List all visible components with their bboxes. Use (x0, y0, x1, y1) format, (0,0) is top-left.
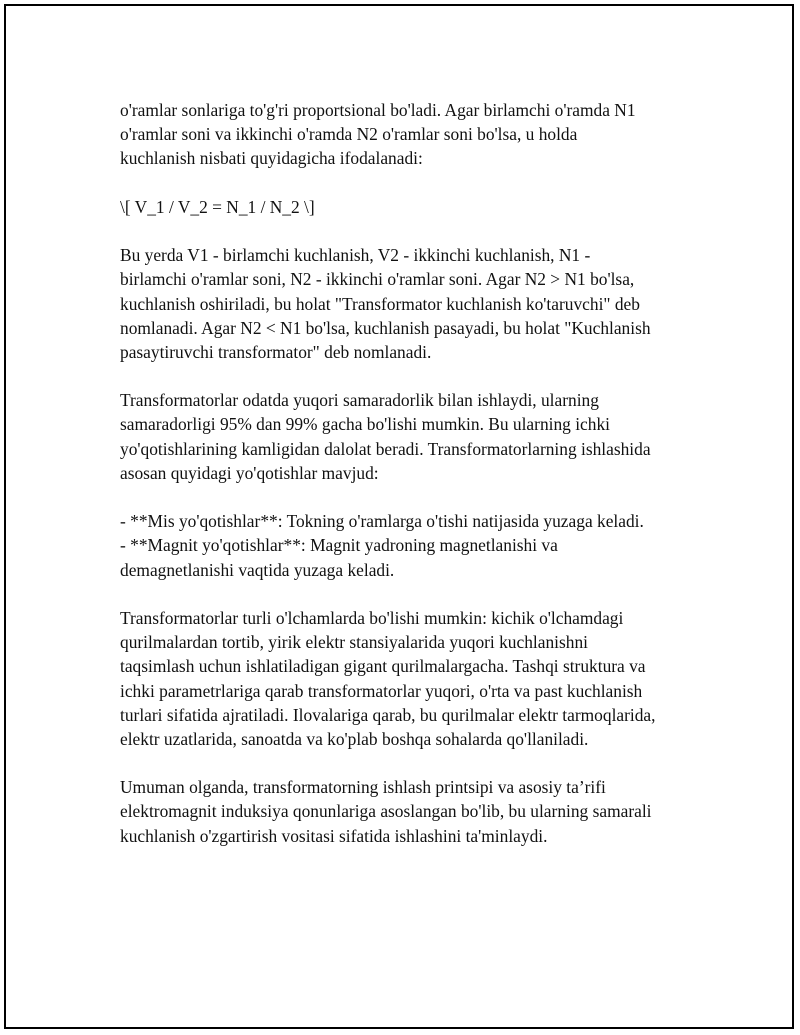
text-line: nomlanadi. Agar N2 < N1 bo'lsa, kuchlanish pasayadi, bu holat "Kuchlanish (120, 317, 651, 338)
document-body (120, 98, 720, 872)
formula-line: \[ V_1 / V_2 = N_1 / N_2 \] (120, 196, 315, 217)
text-line: o'ramlar sonlariga to'g'ri proportsional bo'ladi. Agar birlamchi o'ramda N1 (120, 100, 636, 120)
text-line: taqsimlash uchun ishlatiladigan gigant qurilmalargacha. Tashqi struktura va (120, 656, 646, 677)
text-line: Transformatorlar odatda yuqori samaradorlik bilan ishlaydi, ularning (120, 390, 599, 411)
list-item: - **Mis yo'qotishlar**: Tokning o'ramlarga o'tishi natijasida yuzaga keladi. (120, 511, 644, 532)
list-item-continuation: demagnetlanishi vaqtida yuzaga keladi. (120, 559, 395, 580)
text-line: elektromagnit induksiya qonunlariga asoslangan bo'lib, bu ularning samarali (120, 801, 652, 822)
paragraph-losses-list (120, 509, 720, 582)
text-line: elektr uzatlarida, sanoatda va ko'plab boshqa sohalarda qo'llaniladi. (120, 728, 589, 749)
paragraph-intro (120, 98, 720, 171)
paragraph-efficiency (120, 388, 720, 485)
document-page (4, 4, 794, 1029)
text-line: Transformatorlar turli o'lchamlarda bo'lishi mumkin: kichik o'lchamdagi (120, 607, 624, 628)
text-line: kuchlanish o'zgartirish vositasi sifatida ishlashini ta'minlaydi. (120, 825, 548, 846)
paragraph-sizes (120, 606, 720, 751)
text-line: yo'qotishlarining kamligidan dalolat beradi. Transformatorlarning ishlashida (120, 438, 651, 459)
text-line: Umuman olganda, transformatorning ishlash printsipi va asosiy ta’rifi (120, 777, 606, 798)
paragraph-conclusion (120, 775, 720, 848)
text-line: ichki parametrlariga qarab transformatorlar yuqori, o'rta va past kuchlanish (120, 680, 643, 701)
text-line: o'ramlar soni va ikkinchi o'ramda N2 o'ramlar soni bo'lsa, u holda (120, 124, 578, 145)
paragraph-definitions (120, 243, 720, 364)
text-line: qurilmalardan tortib, yirik elektr stansiyalarida yuqori kuchlanishni (120, 632, 588, 653)
text-line: birlamchi o'ramlar soni, N2 - ikkinchi o'ramlar soni. Agar N2 > N1 bo'lsa, (120, 269, 635, 290)
text-line: asosan quyidagi yo'qotishlar mavjud: (120, 462, 379, 483)
text-line: kuchlanish nisbati quyidagicha ifodalanadi: (120, 148, 423, 169)
text-line: pasaytiruvchi transformator" deb nomlanadi. (120, 341, 432, 362)
text-line: turlari sifatida ajratiladi. Ilovalariga qarab, bu qurilmalar elektr tarmoqlarida, (120, 704, 656, 725)
text-line: samaradorligi 95% dan 99% gacha bo'lishi mumkin. Bu ularning ichki (120, 414, 610, 435)
list-item: - **Magnit yo'qotishlar**: Magnit yadroning magnetlanishi va (120, 535, 558, 556)
text-line: kuchlanish oshiriladi, bu holat "Transformator kuchlanish ko'taruvchi" deb (120, 293, 640, 314)
paragraph-formula (120, 195, 720, 219)
text-line: Bu yerda V1 - birlamchi kuchlanish, V2 - ikkinchi kuchlanish, N1 - (120, 245, 591, 266)
